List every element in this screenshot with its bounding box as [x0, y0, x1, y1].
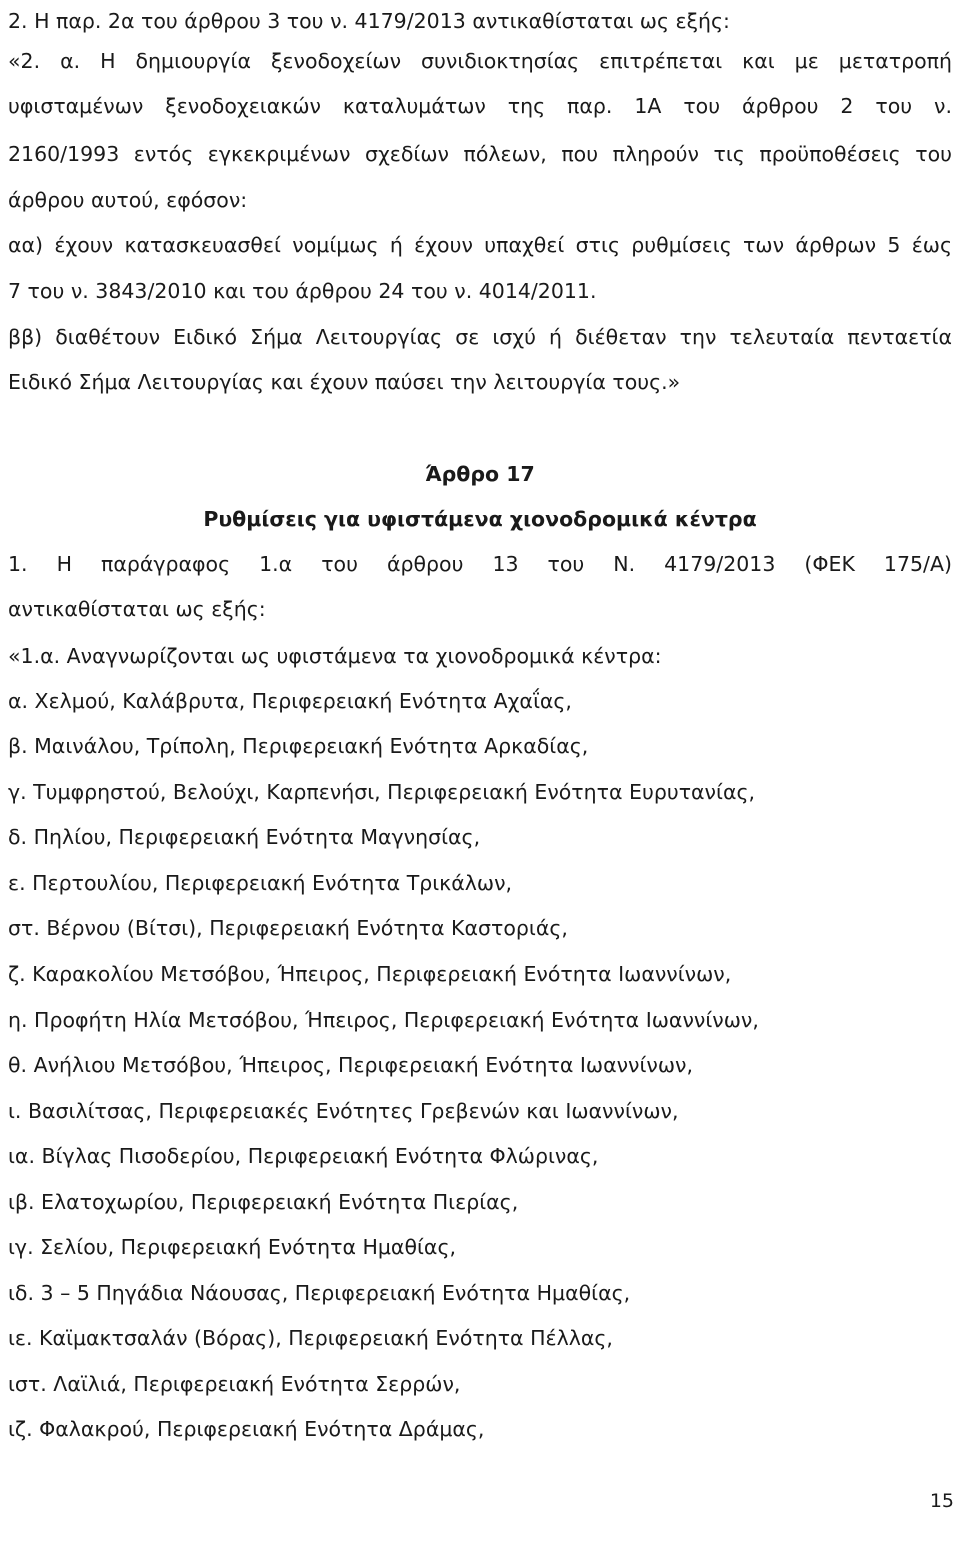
article-intro-line: 1. Η παράγραφος 1.α του άρθρου 13 του Ν. 4179/2013 (ΦΕΚ 175/Α) [8, 552, 952, 576]
list-item: γ. Τυμφρηστού, Βελούχι, Καρπενήσι, Περιφερειακή Ενότητα Ευρυτανίας, [8, 780, 756, 804]
list-item: ι. Βασιλίτσας, Περιφερειακές Ενότητες Γρεβενών και Ιωαννίνων, [8, 1099, 679, 1123]
amendment-line: άρθρου αυτού, εφόσον: [8, 188, 248, 212]
list-item: η. Προφήτη Ηλία Μετσόβου, Ήπειρος, Περιφερειακή Ενότητα Ιωαννίνων, [8, 1008, 759, 1032]
list-item: ζ. Καρακολίου Μετσόβου, Ήπειρος, Περιφερειακή Ενότητα Ιωαννίνων, [8, 962, 732, 986]
list-item: ια. Βίγλας Πισοδερίου, Περιφερειακή Ενότητα Φλώρινας, [8, 1144, 599, 1168]
list-item: ιε. Καϊμακτσαλάν (Βόρας), Περιφερειακή Ενότητα Πέλλας, [8, 1326, 613, 1350]
amendment-line: Ειδικό Σήμα Λειτουργίας και έχουν παύσει την λειτουργία τους.» [8, 370, 681, 394]
list-item: ιγ. Σελίου, Περιφερειακή Ενότητα Ημαθίας, [8, 1235, 456, 1259]
amendment-line: ββ) διαθέτουν Ειδικό Σήμα Λειτουργίας σε ισχύ ή διέθεταν την τελευταία πενταετία [8, 325, 952, 349]
list-item: ε. Περτουλίου, Περιφερειακή Ενότητα Τρικάλων, [8, 871, 513, 895]
list-item: ιστ. Λαϊλιά, Περιφερειακή Ενότητα Σερρών, [8, 1372, 461, 1396]
article-number: Άρθρο 17 [425, 462, 535, 486]
amendment-line: «2. α. Η δημιουργία ξενοδοχείων συνιδιοκτησίας επιτρέπεται και με μετατροπή [8, 49, 952, 73]
list-item: β. Μαινάλου, Τρίπολη, Περιφερειακή Ενότητα Αρκαδίας, [8, 734, 589, 758]
amendment-line: αα) έχουν κατασκευασθεί νομίμως ή έχουν υπαχθεί στις ρυθμίσεις των άρθρων 5 έως [8, 233, 952, 257]
list-item: ιδ. 3 – 5 Πηγάδια Νάουσας, Περιφερειακή Ενότητα Ημαθίας, [8, 1281, 631, 1305]
list-item: ιζ. Φαλακρού, Περιφερειακή Ενότητα Δράμας, [8, 1417, 485, 1441]
list-item: θ. Ανήλιου Μετσόβου, Ήπειρος, Περιφερειακή Ενότητα Ιωαννίνων, [8, 1053, 694, 1077]
amendment-line: 2. Η παρ. 2α του άρθρου 3 του ν. 4179/2013 αντικαθίσταται ως εξής: [8, 9, 730, 33]
article-intro-line: αντικαθίσταται ως εξής: [8, 597, 266, 621]
article-intro-line: «1.α. Αναγνωρίζονται ως υφιστάμενα τα χιονοδρομικά κέντρα: [8, 644, 662, 668]
list-item: δ. Πηλίου, Περιφερειακή Ενότητα Μαγνησίας, [8, 825, 481, 849]
amendment-line: 2160/1993 εντός εγκεκριμένων σχεδίων πόλεων, που πληρούν τις προϋποθέσεις του [8, 142, 952, 166]
amendment-line: 7 του ν. 3843/2010 και του άρθρου 24 του ν. 4014/2011. [8, 279, 597, 303]
page-number: 15 [929, 1490, 954, 1512]
amendment-line: υφισταμένων ξενοδοχειακών καταλυμάτων της παρ. 1Α του άρθρου 2 του ν. [8, 94, 952, 118]
list-item: ιβ. Ελατοχωρίου, Περιφερειακή Ενότητα Πιερίας, [8, 1190, 519, 1214]
list-item: στ. Βέρνου (Βίτσι), Περιφερειακή Ενότητα Καστοριάς, [8, 916, 568, 940]
article-title: Ρυθμίσεις για υφιστάμενα χιονοδρομικά κέντρα [203, 507, 757, 531]
list-item: α. Χελμού, Καλάβρυτα, Περιφερειακή Ενότητα Αχαΐας, [8, 689, 572, 713]
